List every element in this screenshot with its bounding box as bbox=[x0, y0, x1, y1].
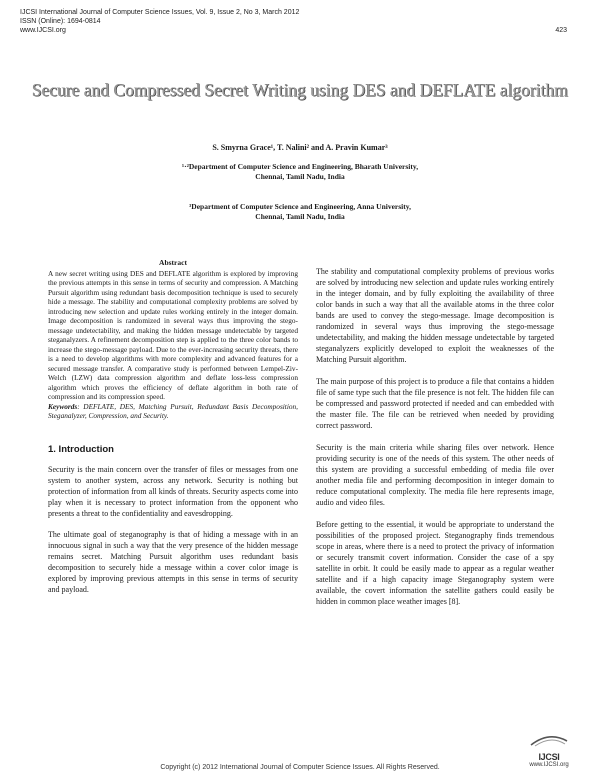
introduction-heading: 1. Introduction bbox=[48, 443, 114, 455]
keywords bbox=[48, 402, 298, 421]
abstract-heading: Abstract bbox=[159, 258, 187, 267]
abstract-body: A new secret writing using DES and DEFLATE algorithm is explored by improving the previous attempts in this sense in terms of security and compression. A Matching Pursuit algorithm using redundant basis decomposition technique is used to securely hide a message. The stability and computational complexity problems are solved by introducing new selection and update rules working entirely in the integer domain. Image decomposition is randomized in several ways thus improving the stego-message undetectability, and making the hidden message undetectable by targeted steganalyzers. A refinement decomposition step is applied to the three color bands to increase the stego-message payload. Due to the ever-increasing security threats, there is a need to develop algorithms with more complexity and advanced features for a secured message transfer. A comparative study is performed between Lempel-Ziv-Welch (LZW) data compression algorithm and deflate loss-less compression algorithm which proves the efficiency of deflate algorithm in both rate of compression and its compression speed. bbox=[48, 268, 298, 401]
affiliation-1-line1: ¹·²Department of Computer Science and Engineering, Bharath University, bbox=[181, 162, 419, 171]
right-paragraph-2: The main purpose of this project is to produce a file that contains a hidden file of same type such that the file presence is not felt. The hidden file can be compressed and password protected if needed and can embedded with the master file. The file can be retrieved when needed by providing correct password. bbox=[316, 377, 554, 430]
right-paragraph-3: Security is the main criteria while sharing files over network. Hence providing security is one of the needs of this system. The other needs of this system are providing a successful embedding of media file over another media file and performing decomposition in integer domain to reduce computational complexity. The media file here represents image, audio and video files. bbox=[316, 443, 554, 507]
keywords-label: Keywords bbox=[48, 401, 78, 411]
intro-paragraph-1: Security is the main concern over the transfer of files or messages from one system to another system, across any network. Security is nothing but protection of information from all kinds of threats. Security aspects come into play when it is necessary to protect information from the opponent who presents a threat to the confidentiality and eavesdropping. bbox=[48, 465, 298, 518]
copyright-footer: Copyright (c) 2012 International Journal of Computer Science Issues. All Rights Reserved. bbox=[160, 764, 440, 771]
journal-header: IJCSI International Journal of Computer Science Issues, Vol. 9, Issue 2, No 3, March 2012 bbox=[20, 9, 300, 16]
affiliation-1-line2: Chennai, Tamil Nadu, India bbox=[255, 172, 345, 181]
keywords-text: : DEFLATE, DES, Matching Pursuit, Redundant Basis Decomposition, Steganalyzer, Compression, and Security. bbox=[48, 401, 298, 420]
logo-swoosh-icon bbox=[529, 733, 569, 747]
website-line[interactable]: www.IJCSI.org bbox=[20, 27, 66, 34]
affiliation-2 bbox=[100, 202, 500, 222]
affiliation-1 bbox=[100, 162, 500, 182]
authors: S. Smyrna Grace¹, T. Nalini² and A. Pravin Kumar³ bbox=[212, 143, 388, 152]
issn-line: ISSN (Online): 1694-0814 bbox=[20, 18, 101, 25]
page-number: 423 bbox=[555, 27, 567, 34]
ijcsi-logo bbox=[526, 733, 572, 768]
affiliation-2-line1: ³Department of Computer Science and Engineering, Anna University, bbox=[189, 202, 411, 211]
right-column bbox=[316, 266, 554, 618]
intro-paragraph-2: The ultimate goal of steganography is that of hiding a message with in an innocuous signal in such a way that the very presence of the hidden message remains secret. Matching Pursuit algorithm uses redundant basis decomposition to securely hide a message within a cover color image is explored by improving previous attempts in this sense in terms of security and payload. bbox=[48, 530, 298, 594]
paper-title: Secure and Compressed Secret Writing using DES and DEFLATE algorithm bbox=[31, 80, 569, 100]
left-column bbox=[48, 258, 298, 605]
logo-url[interactable]: www.IJCSI.org bbox=[529, 762, 569, 768]
right-paragraph-4: Before getting to the essential, it would be appropriate to understand the possibilities of the proposed project. Steganography finds tremendous scope in areas, where there is a need to protect the privacy of information or securely transmit covert information. Consider the case of a spy satellite in orbit. It could be easily made to appear as a regular weather satellite and if a high capacity image Steganography system were available, the covert information the satellite gathers could easily be hidden in common place weather images [8]. bbox=[316, 520, 554, 606]
logo-text: IJCSI bbox=[538, 752, 560, 762]
right-paragraph-1: The stability and computational complexity problems of previous works are solved by introducing new selection and update rules working entirely in the integer domain, and by fully exploiting the availability of three color bands in such a way that all the available atoms in the three color bands are used to convey the stego-message. Image decomposition is randomized in several ways thus improving the stego-message undetectability, and making the hidden message undetectable by targeted steganalyzers explicitly developed to exploit the weaknesses of the Matching Pursuit algorithm. bbox=[316, 267, 554, 364]
affiliation-2-line2: Chennai, Tamil Nadu, India bbox=[255, 212, 345, 221]
